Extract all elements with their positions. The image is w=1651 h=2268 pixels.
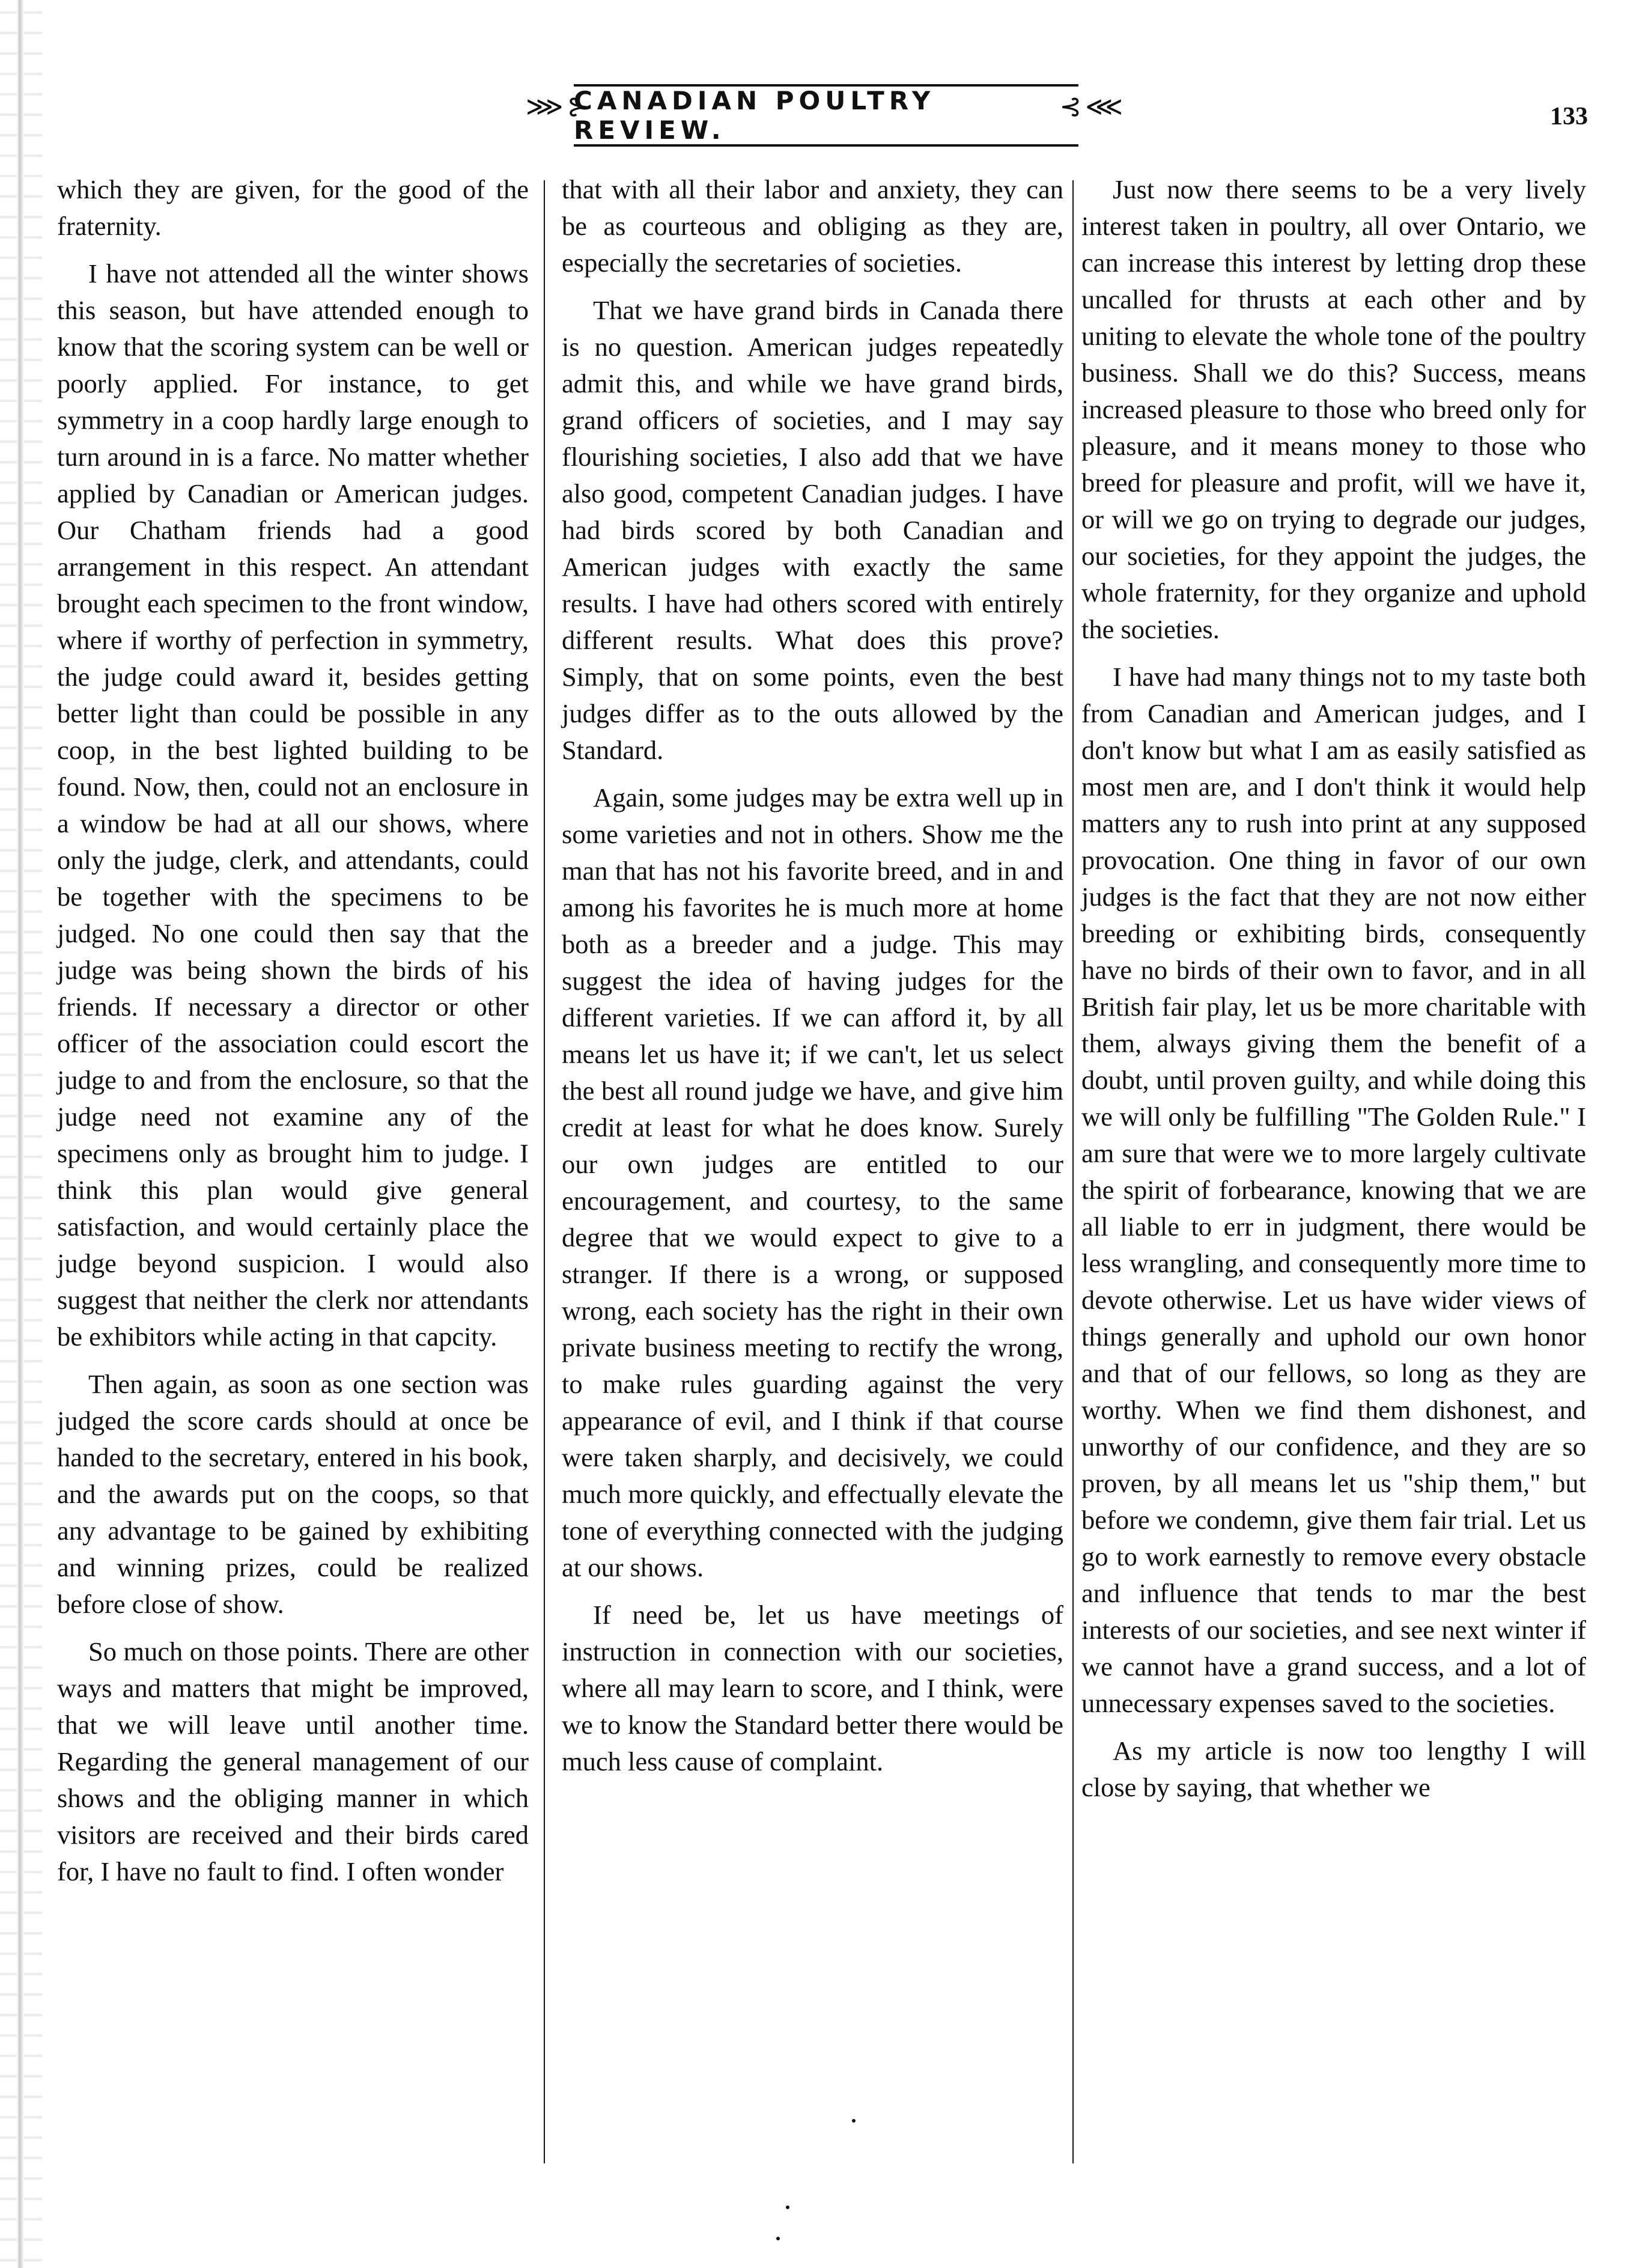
print-speck [786,2206,789,2209]
article-column-2 [562,171,1063,2178]
page-number: 133 [1550,103,1588,130]
paragraph: Again, some judges may be extra well up in some varieties and not in others. Show me the man that has not his favorite breed, and in and among his favorites he is much more at home both as a breeder and a judge. This may suggest the idea of having judges for the different varieties. If we can afford it, by all means let us have it; if we can't, let us select the best all round judge we have, and give him credit at least for what he does know. Surely our own judges are entitled to our encouragement, and courtesy, to the same degree that we would expect to give to a stranger. If there is a wrong, or supposed wrong, each society has the right in their own private business meeting to rectify the wrong, to make rules guarding against the very appearance of evil, and I think if that course were taken sharply, and decisively, we could much more quickly, and effectually elevate the tone of everything connected with the judging at our shows. [562,782,1063,1582]
column-rule [544,180,545,2163]
paragraph: that with all their labor and anxiety, they can be as courteous and obliging as they are, especially the secretaries of societies. [562,174,1063,278]
paragraph: which they are given, for the good of the fraternity. [57,174,529,241]
paragraph: So much on those points. There are other ways and matters that might be improved, that we will leave until another time. Regarding the general management of our shows and the obliging manner in which visitors are received and their birds cared for, I have no fault to find. I often wonder [57,1636,529,1886]
article-column-3 [1081,171,1586,2178]
paragraph: If need be, let us have meetings of instruction in connection with our societies, where all may learn to score, and I think, were we to know the Standard better there would be much less cause of complaint. [562,1600,1063,1776]
masthead-title: CANADIAN POULTRY REVIEW. [574,84,1078,147]
masthead-right-ornament: ⊰⋘ [1059,91,1127,122]
masthead-left-ornament: ⋙⊱ [526,91,593,122]
paragraph: That we have grand birds in Canada there is no question. American judges repeatedly admit this, and while we have grand birds, grand officers of societies, and I may say flourishing societies, I also add that we have also good, competent Canadian judges. I have had birds scored by both Canadian and American judges with exactly the same results. I have had others scored with entirely different results. What does this prove? Simply, that on some points, even the best judges differ as to the outs allowed by the Standard. [562,295,1063,765]
paragraph: Just now there seems to be a very lively interest taken in poultry, all over Ontario, we can increase this interest by letting drop these uncalled for thrusts at each other and by uniting to elevate the whole tone of the poultry business. Shall we do this? Success, means increased pleasure to those who breed only for pleasure, and it means money to those who breed for pleasure and profit, will we have it, or will we go on trying to degrade our judges, our societies, for they appoint the judges, the whole fraternity, for they organize and uphold the societies. [1081,174,1586,644]
print-speck [776,2237,780,2240]
article-column-1 [57,171,529,2178]
column-rule [1072,180,1074,2163]
masthead [526,84,1127,150]
paragraph: As my article is now too lengthy I will close by saying, that whether we [1081,1736,1586,1802]
paragraph: I have not attended all the winter shows this season, but have attended enough to know that the scoring system can be well or poorly applied. For instance, to get symmetry in a coop hardly large enough to turn around in is a farce. No matter whether applied by Canadian or American judges. Our Chatham friends had a good arrangement in this respect. An attendant brought each specimen to the front window, where if worthy of perfection in symmetry, the judge could award it, besides getting better light than could be possible in any coop, in the best lighted building to be found. Now, then, could not an enclosure in a window be had at all our shows, where only the judge, clerk, and attendants, could be together with the specimens to be judged. No one could then say that the judge was being shown the birds of his friends. If necessary a director or other officer of the association could escort the judge to and from the enclosure, so that the judge need not examine any of the specimens only as brought him to judge. I think this plan would give general satisfaction, and would certainly place the judge beyond suspicion. I would also suggest that neither the clerk nor attendants be exhibitors while acting in that capcity. [57,258,529,1352]
paragraph: I have had many things not to my taste both from Canadian and American judges, and I don't know but what I am as easily satisfied as most men are, and I don't think it would help matters any to rush into print at any supposed provocation. One thing in favor of our own judges is the fact that they are not now either breeding or exhibiting birds, consequently have no birds of their own to favor, and in all British fair play, let us be more charitable with them, always giving them the benefit of a doubt, until proven guilty, and while doing this we will only be fulfilling "The Golden Rule." I am sure that were we to more largely cultivate the spirit of forbearance, knowing that we are all liable to err in judgment, there would be less wrangling, and consequently more time to devote otherwise. Let us have wider views of things generally and uphold our own honor and that of our fellows, so long as they are worthy. When we find them dishonest, and unworthy of our confidence, and they are so proven, by all means let us "ship them," but before we condemn, give them fair trial. Let us go to work earnestly to remove every obstacle and influence that tends to mar the best interests of our societies, and see next winter if we cannot have a grand success, and a lot of unnecessary expenses saved to the societies. [1081,662,1586,1718]
paragraph: Then again, as soon as one section was judged the score cards should at once be handed to the secretary, entered in his book, and the awards put on the coops, so that any advantage to be gained by exhibiting and winning prizes, could be realized before close of show. [57,1369,529,1619]
print-speck [852,2119,856,2123]
binding-edge [0,0,42,2268]
